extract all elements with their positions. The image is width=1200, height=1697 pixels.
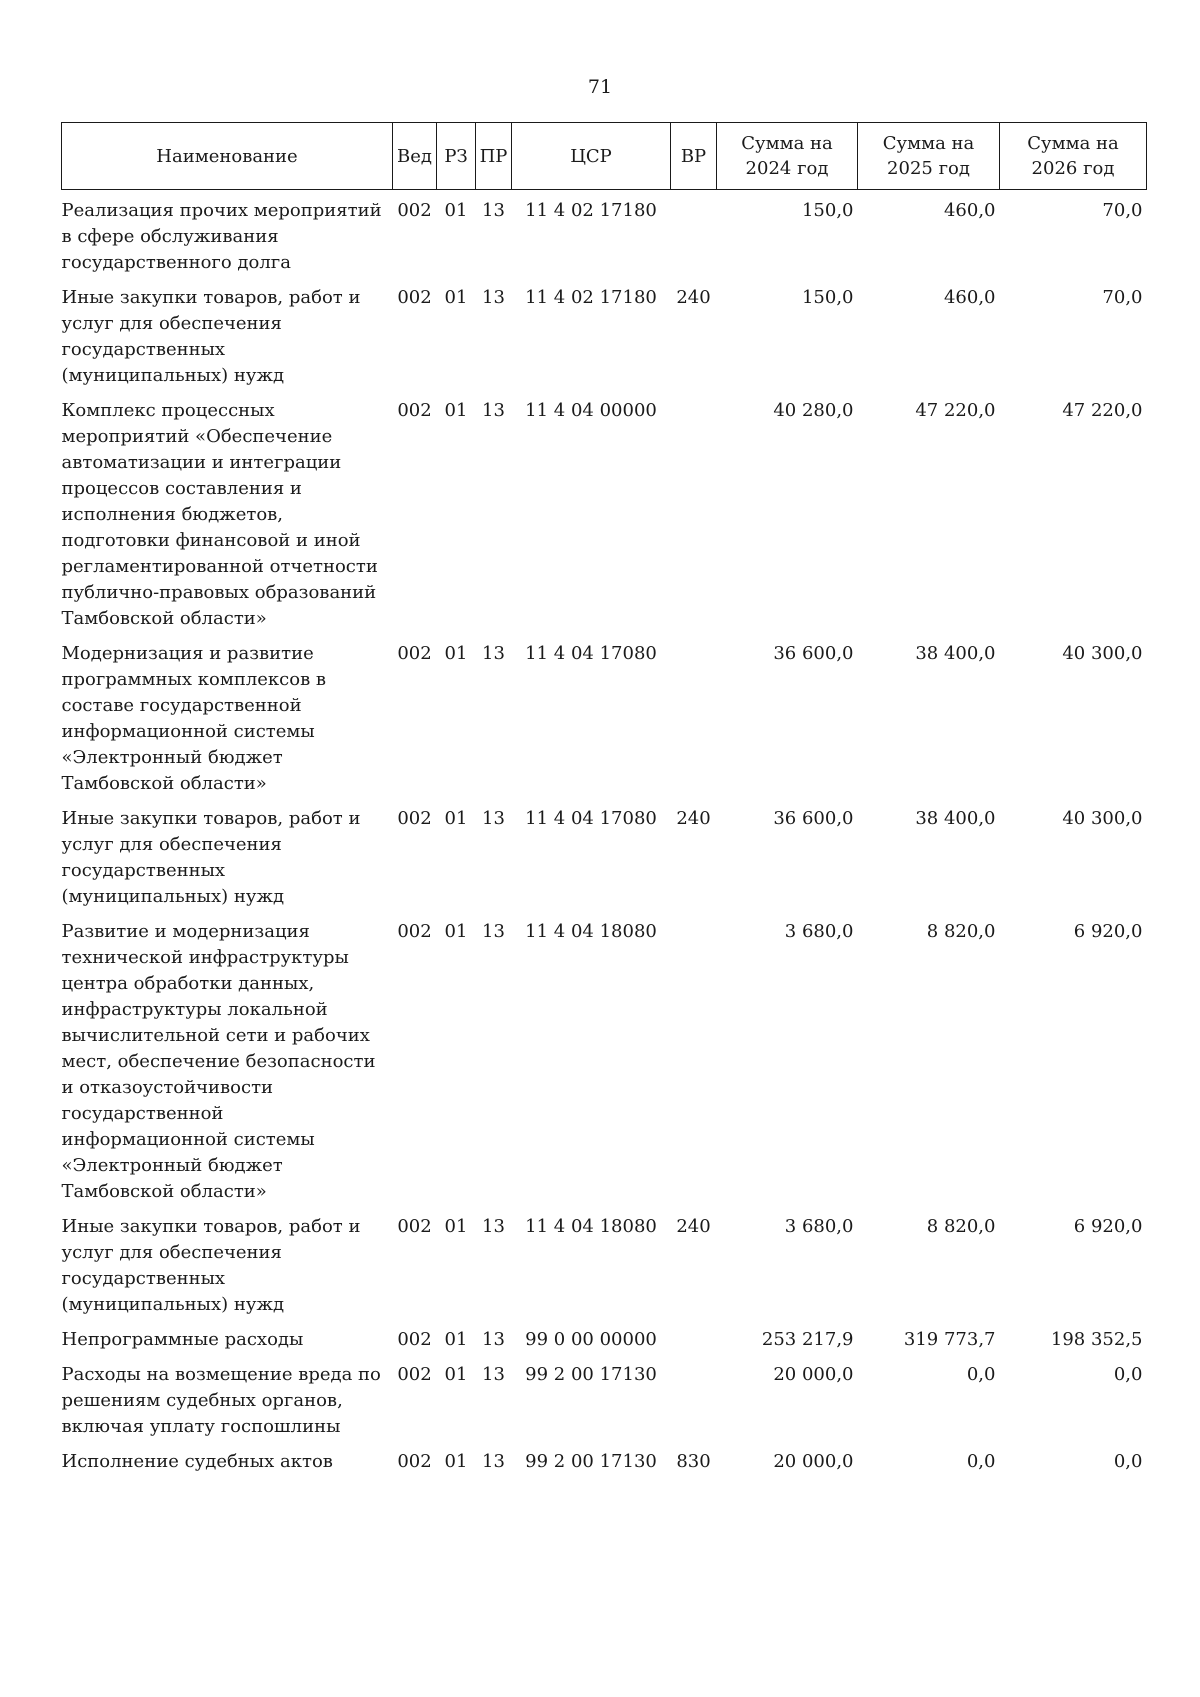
header-csr: ЦСР — [512, 123, 671, 190]
row-sum-2025: 319 773,7 — [903, 1329, 996, 1350]
row-sum-2024: 20 000,0 — [773, 1451, 854, 1472]
row-name: Расходы на возмещение вреда по решениям судебных органов, включая уплату госпошлины — [61, 1364, 381, 1437]
row-ved: 002 — [397, 921, 432, 942]
row-pr: 13 — [482, 1216, 505, 1237]
row-name: Иные закупки товаров, работ и услуг для обеспечения государственных (муниципальных) нужд — [61, 1216, 361, 1315]
row-csr: 11 4 04 17080 — [525, 643, 657, 664]
table-row — [62, 190, 1147, 277]
row-sum-2025: 38 400,0 — [915, 808, 996, 829]
row-rz: 01 — [444, 1451, 468, 1472]
row-pr: 13 — [482, 1451, 505, 1472]
row-vr — [671, 632, 717, 797]
table-row — [62, 276, 1147, 389]
row-sum-2026: 40 300,0 — [1062, 808, 1143, 829]
table-row — [62, 1440, 1147, 1475]
row-sum-2025: 8 820,0 — [926, 921, 996, 942]
row-name: Комплекс процессных мероприятий «Обеспечение автоматизации и интеграции процессов составления и исполнения бюджетов, подготовки финансовой и иной регламентированной отчетности публично-правовых образований Тамбовской области» — [61, 400, 378, 629]
row-name: Модернизация и развитие программных комплексов в составе государственной информационной системы «Электронный бюджет Тамбовской области» — [61, 643, 327, 794]
row-sum-2024: 36 600,0 — [773, 643, 854, 664]
row-sum-2024: 3 680,0 — [784, 1216, 854, 1237]
row-sum-2024: 3 680,0 — [784, 921, 854, 942]
row-pr: 13 — [482, 200, 505, 221]
row-vr: 240 — [676, 1216, 711, 1237]
row-sum-2025: 8 820,0 — [926, 1216, 996, 1237]
row-sum-2025: 460,0 — [943, 200, 996, 221]
row-rz: 01 — [444, 1329, 468, 1350]
row-rz: 01 — [444, 200, 468, 221]
row-name: Развитие и модернизация технической инфраструктуры центра обработки данных, инфраструктуры локальной вычислительной сети и рабочих мест, обеспечение безопасности и отказоустойчивости государственной информационной системы «Электронный бюджет Тамбовской области» — [61, 921, 376, 1202]
row-sum-2024: 150,0 — [801, 287, 854, 308]
row-ved: 002 — [397, 1329, 432, 1350]
row-csr: 11 4 02 17180 — [525, 287, 657, 308]
row-name: Реализация прочих мероприятий в сфере обслуживания государственного долга — [61, 200, 382, 273]
row-sum-2026: 40 300,0 — [1062, 643, 1143, 664]
row-vr — [671, 1318, 717, 1353]
header-sum-2024: Сумма на 2024 год — [717, 123, 858, 190]
row-csr: 99 0 00 00000 — [525, 1329, 657, 1350]
table-row — [62, 1318, 1147, 1353]
row-name: Иные закупки товаров, работ и услуг для обеспечения государственных (муниципальных) нужд — [61, 287, 361, 386]
row-pr: 13 — [482, 1364, 505, 1385]
row-ved: 002 — [397, 1364, 432, 1385]
table-row — [62, 1353, 1147, 1440]
row-csr: 11 4 02 17180 — [525, 200, 657, 221]
table-header-row — [62, 123, 1147, 190]
table-row — [62, 797, 1147, 910]
row-sum-2025: 0,0 — [966, 1364, 996, 1385]
row-sum-2026: 6 920,0 — [1073, 1216, 1143, 1237]
row-sum-2024: 40 280,0 — [773, 400, 854, 421]
row-pr: 13 — [482, 287, 505, 308]
row-sum-2026: 47 220,0 — [1062, 400, 1143, 421]
row-vr — [671, 389, 717, 632]
row-ved: 002 — [397, 808, 432, 829]
row-pr: 13 — [482, 808, 505, 829]
row-sum-2024: 36 600,0 — [773, 808, 854, 829]
row-sum-2025: 0,0 — [966, 1451, 996, 1472]
row-sum-2026: 6 920,0 — [1073, 921, 1143, 942]
row-sum-2024: 150,0 — [801, 200, 854, 221]
row-pr: 13 — [482, 643, 505, 664]
table-row — [62, 910, 1147, 1205]
row-sum-2025: 47 220,0 — [915, 400, 996, 421]
row-ved: 002 — [397, 200, 432, 221]
row-csr: 11 4 04 17080 — [525, 808, 657, 829]
row-ved: 002 — [397, 1451, 432, 1472]
row-sum-2026: 70,0 — [1102, 287, 1143, 308]
row-rz: 01 — [444, 287, 468, 308]
row-csr: 11 4 04 18080 — [525, 1216, 657, 1237]
header-sum-2026: Сумма на 2026 год — [1000, 123, 1147, 190]
table-row — [62, 1205, 1147, 1318]
row-sum-2026: 0,0 — [1113, 1451, 1143, 1472]
table-row — [62, 389, 1147, 632]
row-csr: 11 4 04 00000 — [525, 400, 657, 421]
row-vr: 240 — [676, 287, 711, 308]
row-rz: 01 — [444, 400, 468, 421]
row-vr — [671, 1353, 717, 1440]
budget-table — [61, 122, 1147, 1475]
row-name: Исполнение судебных актов — [61, 1451, 333, 1472]
row-rz: 01 — [444, 643, 468, 664]
row-csr: 99 2 00 17130 — [525, 1364, 657, 1385]
row-rz: 01 — [444, 921, 468, 942]
row-vr: 240 — [676, 808, 711, 829]
row-rz: 01 — [444, 1364, 468, 1385]
row-vr — [671, 190, 717, 277]
header-rz: РЗ — [437, 123, 476, 190]
row-name: Непрограммные расходы — [61, 1329, 304, 1350]
row-ved: 002 — [397, 287, 432, 308]
row-sum-2026: 70,0 — [1102, 200, 1143, 221]
row-csr: 11 4 04 18080 — [525, 921, 657, 942]
header-ved: Вед — [393, 123, 437, 190]
row-ved: 002 — [397, 1216, 432, 1237]
row-ved: 002 — [397, 400, 432, 421]
row-sum-2024: 253 217,9 — [761, 1329, 854, 1350]
row-sum-2024: 20 000,0 — [773, 1364, 854, 1385]
row-name: Иные закупки товаров, работ и услуг для обеспечения государственных (муниципальных) нужд — [61, 808, 361, 907]
row-sum-2026: 198 352,5 — [1050, 1329, 1143, 1350]
row-sum-2025: 460,0 — [943, 287, 996, 308]
row-pr: 13 — [482, 921, 505, 942]
row-rz: 01 — [444, 808, 468, 829]
row-pr: 13 — [482, 400, 505, 421]
page-number: 71 — [587, 76, 613, 98]
row-csr: 99 2 00 17130 — [525, 1451, 657, 1472]
row-ved: 002 — [397, 643, 432, 664]
header-name: Наименование — [62, 123, 393, 190]
row-pr: 13 — [482, 1329, 505, 1350]
row-rz: 01 — [444, 1216, 468, 1237]
row-vr: 830 — [676, 1451, 711, 1472]
header-pr: ПР — [476, 123, 512, 190]
row-sum-2025: 38 400,0 — [915, 643, 996, 664]
row-vr — [671, 910, 717, 1205]
table-row — [62, 632, 1147, 797]
row-sum-2026: 0,0 — [1113, 1364, 1143, 1385]
header-vr: ВР — [671, 123, 717, 190]
header-sum-2025: Сумма на 2025 год — [858, 123, 1000, 190]
